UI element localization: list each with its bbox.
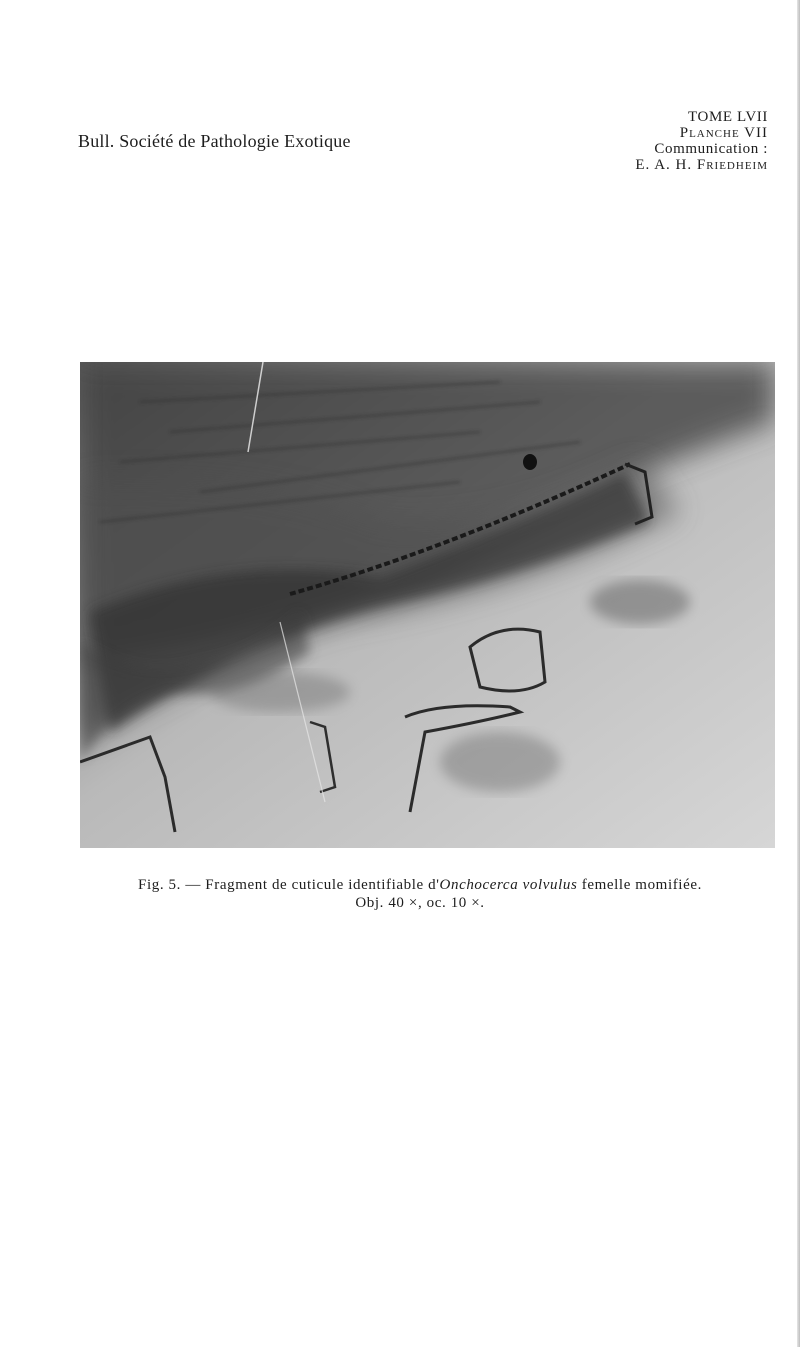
journal-title: Bull. Société de Pathologie Exotique	[78, 131, 351, 151]
caption-species: Onchocerca volvulus	[439, 877, 578, 893]
communication-label: Communication :	[654, 141, 768, 157]
plate-label: Planche VII	[679, 125, 768, 141]
caption-prefix: Fig. 5. — Fragment de cuticule identifiable d'	[138, 877, 440, 893]
caption-suffix: femelle momifiée.	[577, 877, 702, 893]
figure-caption	[100, 876, 740, 912]
micrograph-photo	[80, 362, 775, 848]
author-name: E. A. H. Friedheim	[635, 157, 768, 173]
volume-label: TOME LVII	[688, 109, 768, 125]
caption-magnification: Obj. 40 ×, oc. 10 ×.	[355, 895, 485, 911]
plate-info	[508, 109, 768, 173]
caption-line	[100, 876, 740, 894]
